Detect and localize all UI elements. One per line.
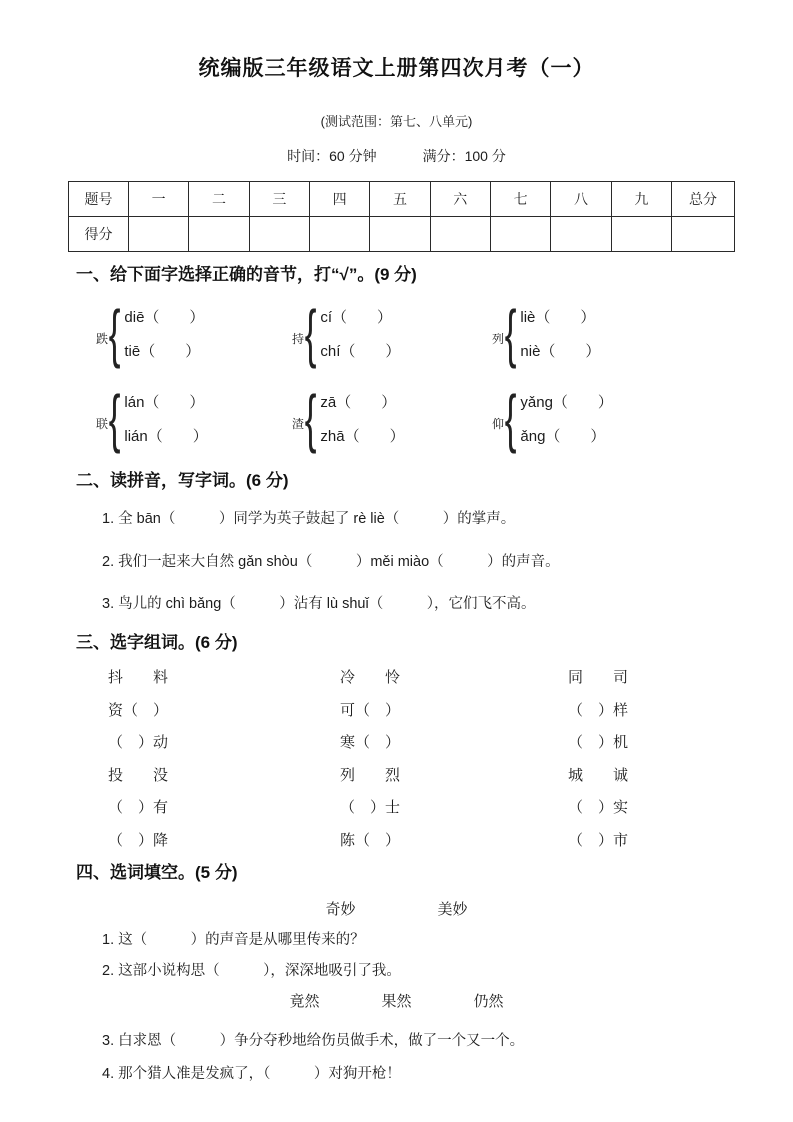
group-character: 仰: [492, 416, 505, 431]
section-1-heading: 一、给下面字选择正确的音节，打“√”。(9 分): [76, 265, 417, 284]
score-table-cell: [370, 217, 430, 252]
score-table-cell: 七: [490, 182, 550, 217]
score-table-score-row: [69, 217, 735, 252]
word-bank-item: 果然: [381, 993, 412, 1010]
score-table-cell: 二: [189, 182, 249, 217]
pinyin-option: ǎng（ ）: [520, 427, 606, 445]
word-column: [340, 662, 400, 857]
score-table-cell: [672, 217, 735, 252]
word-cell: 可（ ）: [340, 701, 401, 719]
score-table-cell: 九: [611, 182, 671, 217]
word-cell: 寒（ ）: [340, 734, 401, 751]
time-label: 时间：60 分钟: [287, 148, 377, 164]
pinyin-option: zhā（ ）: [320, 427, 405, 445]
score-table-cell: 八: [551, 182, 611, 217]
word-cell: （ ）样: [568, 701, 629, 719]
question-item: 3. 鸟儿的 chì bǎng（ ）沾有 lù shuǐ（ ），它们飞不高。: [102, 596, 536, 612]
score-table-cell: [490, 217, 550, 252]
page-title: 统编版三年级语文上册第四次月考（一）: [198, 57, 595, 80]
question-item: 1. 全 bān（ ）同学为英子鼓起了 rè liè（ ）的掌声。: [102, 511, 516, 527]
word-cell: （ ）机: [568, 734, 629, 751]
score-table-cell: 五: [370, 182, 430, 217]
score-table-header-row: [69, 182, 735, 217]
word-cell: 抖 料: [108, 669, 169, 686]
score-table-cell: [430, 217, 490, 252]
word-column: [108, 662, 168, 857]
group-character: 列: [492, 331, 505, 346]
score-table-cell: 三: [249, 182, 309, 217]
score-table-cell: 四: [309, 182, 369, 217]
pinyin-group: [292, 296, 400, 370]
score-table-cell: 六: [430, 182, 490, 217]
section-2-heading: 二、读拼音，写字词。(6 分): [76, 471, 289, 490]
brace-icon: {: [108, 297, 121, 369]
pinyin-option: diē（ ）: [124, 308, 205, 326]
word-cell: （ ）实: [568, 799, 629, 816]
question-item: 2. 我们一起来大自然 gǎn shòu（ ）měi miào（ ）的声音。: [102, 554, 560, 570]
score-table-cell: [189, 217, 249, 252]
word-cell: 城 诚: [568, 766, 629, 784]
brace-icon: {: [304, 297, 317, 369]
word-cell: （ ）动: [108, 734, 169, 751]
brace-icon: {: [108, 382, 121, 454]
word-cell: 资（ ）: [108, 701, 169, 719]
group-character: 渣: [292, 416, 305, 431]
word-cell: 列 烈: [340, 766, 401, 784]
pinyin-option: niè（ ）: [520, 342, 601, 360]
score-table-cell: 总分: [672, 182, 735, 217]
word-cell: （ ）市: [568, 831, 629, 849]
score-table-cell: 一: [129, 182, 189, 217]
pinyin-group: [492, 381, 613, 455]
section-4-heading: 四、选词填空。(5 分): [76, 863, 238, 882]
section-3-heading: 三、选字组词。(6 分): [76, 633, 238, 652]
pinyin-option: zā（ ）: [320, 393, 397, 411]
word-bank-item: 竟然: [289, 993, 320, 1010]
word-cell: 冷 怜: [340, 669, 401, 686]
group-character: 联: [96, 416, 109, 431]
word-cell: 陈（ ）: [340, 831, 401, 849]
word-cell: （ ）有: [108, 799, 169, 816]
brace-icon: {: [504, 382, 517, 454]
brace-icon: {: [504, 297, 517, 369]
score-table-cell: [249, 217, 309, 252]
group-character: 持: [292, 331, 305, 346]
score-table: [68, 181, 735, 252]
pinyin-option: chí（ ）: [320, 342, 401, 360]
score-table-cell: [129, 217, 189, 252]
full-score-label: 满分：100 分: [422, 148, 506, 164]
pinyin-option: lán（ ）: [124, 393, 205, 411]
exam-info: [0, 146, 793, 166]
score-table-cell: [309, 217, 369, 252]
brace-icon: {: [304, 382, 317, 454]
word-cell: 投 没: [108, 766, 169, 784]
question-item: 3. 白求恩（ ）争分夺秒地给伤员做手术，做了一个又一个。: [102, 1033, 525, 1049]
question-item: 1. 这（ ）的声音是从哪里传来的？: [102, 932, 365, 948]
score-table-cell: [611, 217, 671, 252]
word-cell: （ ）降: [108, 831, 169, 849]
word-bank: [0, 898, 793, 919]
word-column: [568, 662, 628, 857]
word-cell: （ ）士: [340, 799, 401, 816]
pinyin-option: cí（ ）: [320, 308, 393, 326]
question-item: 2. 这部小说构思（ ），深深地吸引了我。: [102, 963, 401, 979]
word-bank: [0, 990, 793, 1011]
test-scope: (测试范围：第七、八单元): [320, 114, 473, 129]
pinyin-group: [292, 381, 405, 455]
pinyin-group: [492, 296, 600, 370]
score-table-cell: 题号: [69, 182, 129, 217]
pinyin-option: tiē（ ）: [124, 342, 201, 360]
word-cell: 同 司: [568, 669, 629, 686]
pinyin-option: liè（ ）: [520, 308, 596, 326]
question-item: 4. 那个猎人准是发疯了，（ ）对狗开枪！: [102, 1066, 401, 1082]
word-bank-item: 仍然: [473, 993, 504, 1010]
word-bank-item: 美妙: [437, 901, 468, 918]
pinyin-option: lián（ ）: [124, 427, 208, 445]
score-table-cell: [551, 217, 611, 252]
pinyin-option: yǎng（ ）: [520, 393, 613, 411]
pinyin-group: [96, 296, 204, 370]
word-bank-item: 奇妙: [325, 901, 356, 918]
pinyin-group: [96, 381, 208, 455]
score-table-cell: 得分: [69, 217, 129, 252]
group-character: 跌: [96, 331, 109, 346]
